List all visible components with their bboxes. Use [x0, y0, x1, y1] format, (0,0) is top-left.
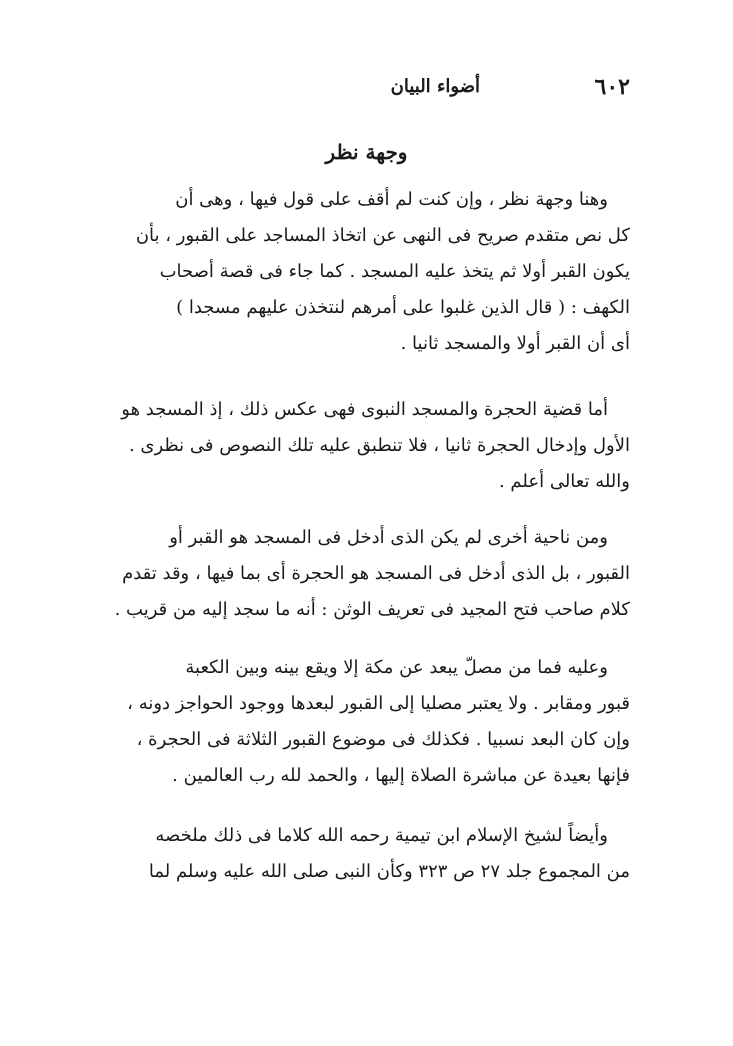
text-line: وهنا وجهة نظر ، وإن كنت لم أقف على قول فيها ، وهى أن — [175, 189, 608, 210]
paragraph-1 — [108, 182, 630, 362]
body-text — [108, 182, 630, 890]
text-line: أما قضية الحجرة والمسجد النبوى فهى عكس ذلك ، إذ المسجد هو — [121, 399, 608, 420]
text-line: وأيضاً لشيخ الإسلام ابن تيمية رحمه الله كلاما فى ذلك ملخصه — [155, 825, 608, 846]
running-title: أضواء البيان — [390, 76, 480, 97]
text-line: ومن ناحية أخرى لم يكن الذى أدخل فى المسجد هو القبر أو — [169, 527, 608, 548]
paragraph-gap — [108, 794, 630, 818]
text-line: من المجموع جلد ٢٧ ص ٣٢٣ وكأن النبى صلى الله عليه وسلم لما — [148, 861, 630, 882]
paragraph-gap — [108, 628, 630, 650]
paragraph-gap — [108, 500, 630, 520]
paragraph-gap — [108, 362, 630, 392]
text-line: وإن كان البعد نسبيا . فكذلك فى موضوع القبور الثلاثة فى الحجرة ، — [136, 729, 630, 750]
paragraph-5 — [108, 818, 630, 890]
text-line: قبور ومقابر . ولا يعتبر مصليا إلى القبور لبعدها ووجود الحواجز دونه ، — [127, 693, 630, 714]
text-line: الكهف : ( قال الذين غلبوا على أمرهم لنتخذن عليهم مسجدا ) — [176, 297, 630, 318]
text-line: كلام صاحب فتح المجيد فى تعريف الوثن : أنه ما سجد إليه من قريب . — [114, 599, 630, 620]
page-number: ٦٠٢ — [594, 74, 630, 100]
paragraph-3 — [108, 520, 630, 628]
paragraph-2 — [108, 392, 630, 500]
paragraph-4 — [108, 650, 630, 794]
text-line: وعليه فما من مصلّ يبعد عن مكة إلا ويقع بينه وبين الكعبة — [185, 657, 608, 678]
text-line: أى أن القبر أولا والمسجد ثانيا . — [400, 333, 630, 354]
text-line: يكون القبر أولا ثم يتخذ عليه المسجد . كما جاء فى قصة أصحاب — [159, 261, 630, 282]
text-line: والله تعالى أعلم . — [498, 471, 630, 492]
text-line: القبور ، بل الذى أدخل فى المسجد هو الحجرة أى بما فيها ، وقد تقدم — [122, 563, 630, 584]
text-line: الأول وإدخال الحجرة ثانيا ، فلا تنطبق عليه تلك النصوص فى نظرى . — [128, 435, 630, 456]
text-line: كل نص متقدم صريح فى النهى عن اتخاذ المساجد على القبور ، بأن — [135, 225, 630, 246]
section-title: وجهة نظر — [325, 140, 408, 164]
text-line: فإنها بعيدة عن مباشرة الصلاة إليها ، والحمد لله رب العالمين . — [172, 765, 630, 786]
page-header — [110, 74, 630, 108]
